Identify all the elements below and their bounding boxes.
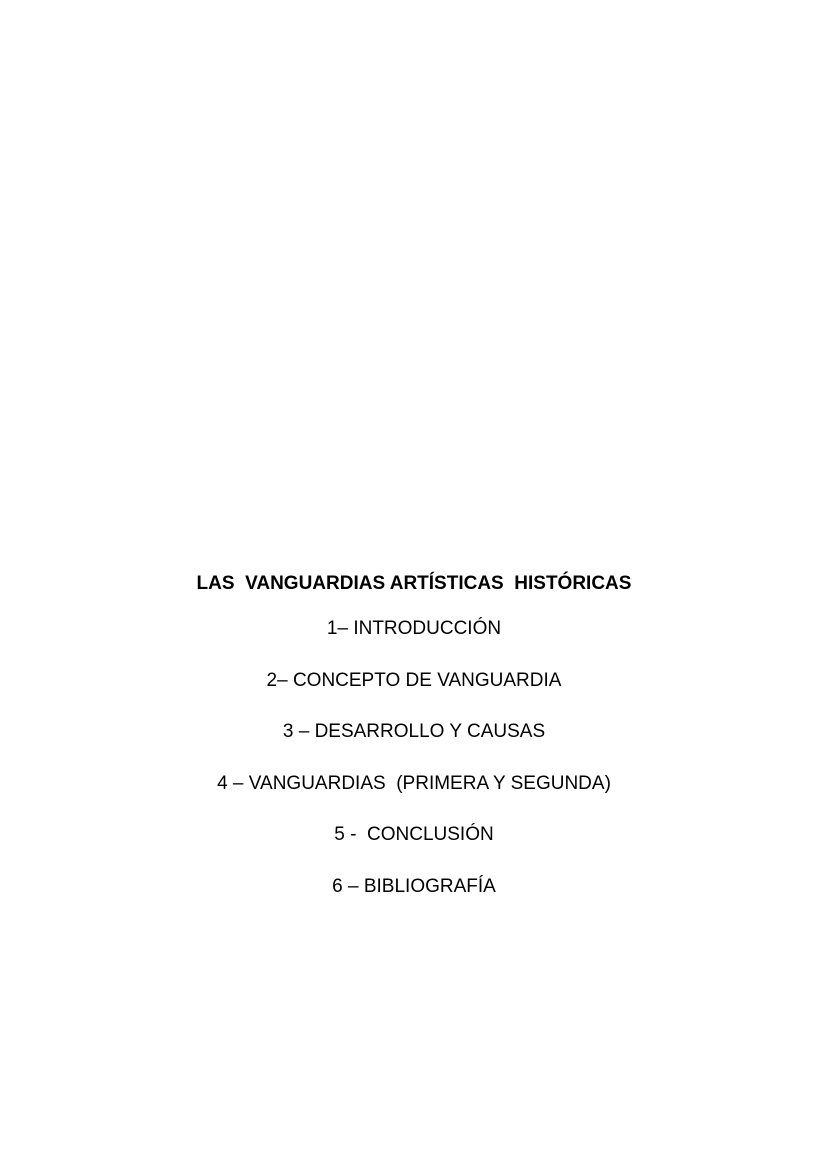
toc-item-vanguardias: 4 – VANGUARDIAS (PRIMERA Y SEGUNDA) — [217, 772, 611, 794]
toc-item-bibliografia: 6 – BIBLIOGRAFÍA — [332, 875, 496, 897]
document-title: LAS VANGUARDIAS ARTÍSTICAS HISTÓRICAS — [196, 573, 632, 594]
toc-item-desarrollo: 3 – DESARROLLO Y CAUSAS — [282, 721, 546, 742]
toc-item-concepto: 2– CONCEPTO DE VANGUARDIA — [266, 669, 562, 691]
table-of-contents — [0, 617, 828, 926]
toc-item-introduccion: 1– INTRODUCCIÓN — [326, 618, 502, 639]
toc-item-conclusion: 5 - CONCLUSIÓN — [334, 824, 494, 845]
